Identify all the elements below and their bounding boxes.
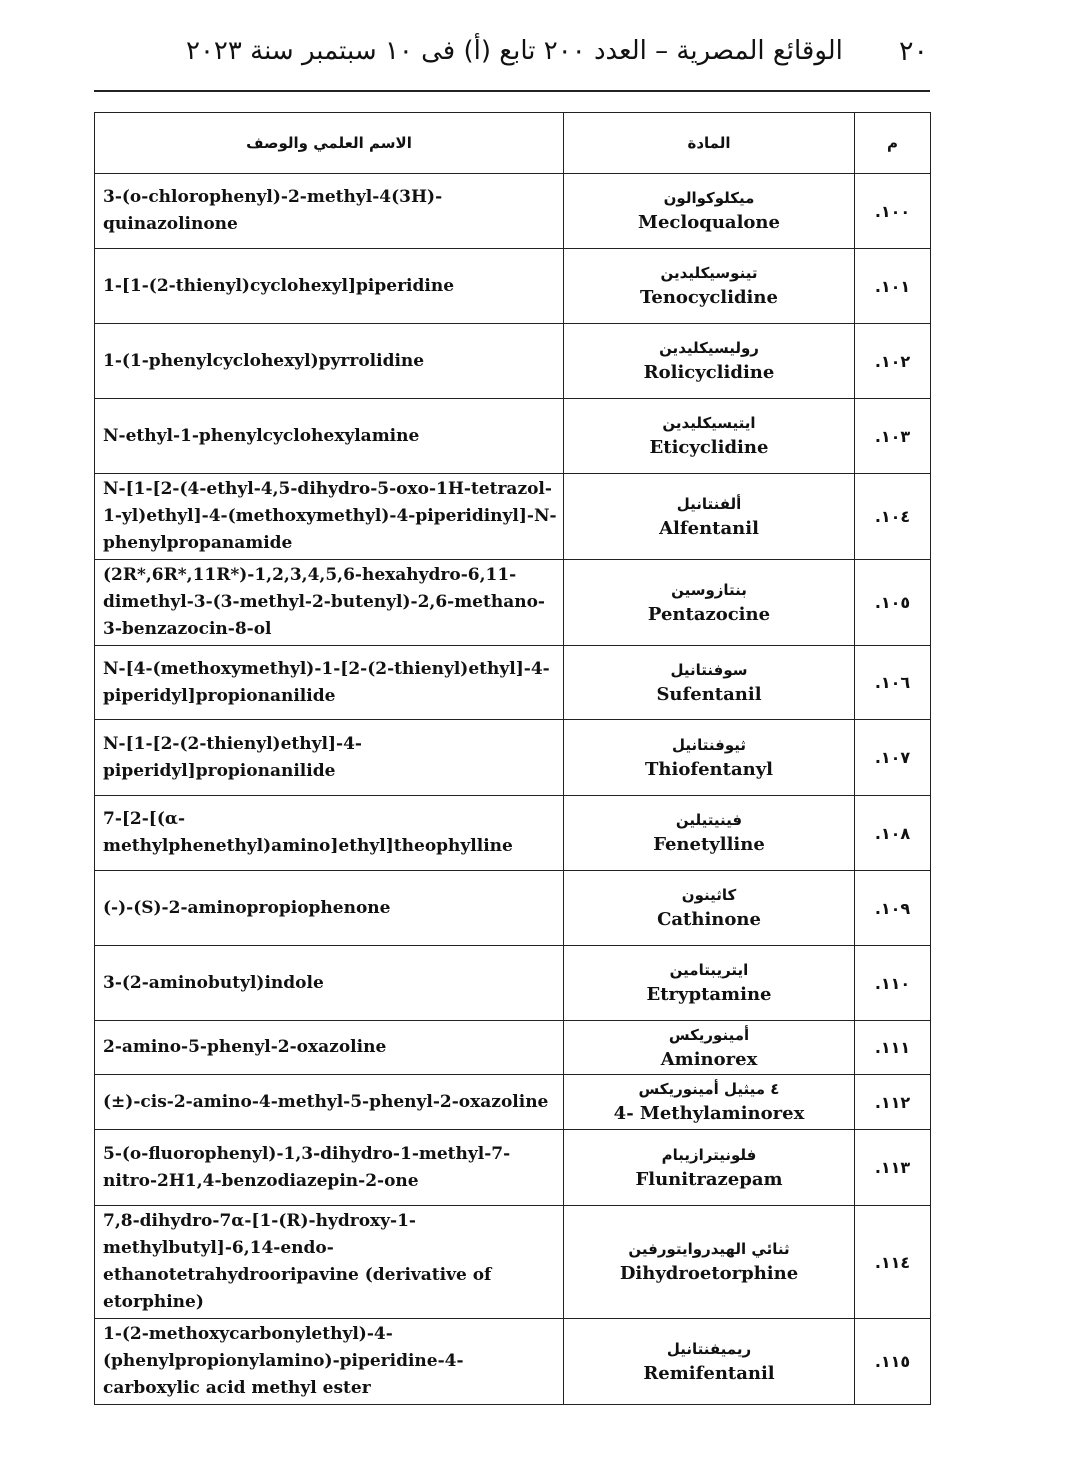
substance-arabic-name: ميكلوكوالون [663,189,755,207]
row-number: ١٠٠. [855,174,931,249]
substance-english-name: 4- Methylaminorex [613,1103,805,1124]
row-number: ١٠٧. [855,720,931,796]
substance-english-name: Pentazocine [647,603,771,625]
table-row [95,946,931,1021]
substance-cell [564,474,855,560]
substance-cell [564,646,855,720]
substance-arabic-name: ٤ ميثيل أمينوريكس [638,1080,780,1098]
substance-arabic-name: سوفنتانيل [670,660,748,679]
table-row [95,720,931,796]
scientific-description: 1-[1-(2-thienyl)cyclohexyl]piperidine [95,249,564,324]
scientific-description: 3-(2-aminobutyl)indole [95,946,564,1021]
table-row [95,646,931,720]
substance-english-name: Sufentanil [656,683,762,705]
page-number: ٢٠ [898,36,928,67]
table-row [95,796,931,871]
table-header-row [95,113,931,174]
table-row [95,474,931,560]
column-header-description: الاسم العلمي والوصف [95,113,564,174]
substance-cell [564,1206,855,1319]
substance-arabic-name: بنتازوسين [671,580,747,599]
table-row [95,399,931,474]
substance-arabic-name: كاثينون [681,886,737,904]
scientific-description: 5-(o-fluorophenyl)-1,3-dihydro-1-methyl-7-nitro-2H1,4-benzodiazepin-2-one [95,1130,564,1206]
substance-arabic-name: ريميفنتانيل [666,1339,752,1358]
substance-cell [564,324,855,399]
journal-title: الوقائع المصرية – العدد ٢٠٠ تابع (أ) فى ١٠ سبتمبر سنة ٢٠٢٣ [186,36,843,66]
substance-cell [564,1075,855,1130]
table-row [95,1075,931,1130]
substance-english-name: Rolicyclidine [643,362,775,383]
substance-english-name: Dihydroetorphine [619,1263,799,1284]
column-header-substance: المادة [564,113,855,174]
scientific-description: (2R*,6R*,11R*)-1,2,3,4,5,6-hexahydro-6,11-dimethyl-3-(3-methyl-2-butenyl)-2,6-methano-3-benzazocin-8-ol [95,560,564,646]
row-number: ١١١. [855,1021,931,1075]
substance-arabic-name: ايتريبتامين [669,961,749,979]
scientific-description: 7-[2-[(α-methylphenethyl)amino]ethyl]theophylline [95,796,564,871]
substance-cell [564,399,855,474]
row-number: ١١٤. [855,1206,931,1319]
substance-english-name: Cathinone [657,909,761,930]
page-header [94,30,930,92]
table-row [95,1319,931,1405]
substance-english-name: Fenetylline [653,834,765,855]
scientific-description: 3-(o-chlorophenyl)-2-methyl-4(3H)-quinazolinone [95,174,564,249]
substance-arabic-name: فلونيترازيبام [661,1145,757,1164]
row-number: ١١٣. [855,1130,931,1206]
row-number: ١٠٨. [855,796,931,871]
substance-cell [564,1319,855,1405]
substance-cell [564,720,855,796]
table-row [95,1130,931,1206]
scientific-description: N-[4-(methoxymethyl)-1-[2-(2-thienyl)ethyl]-4-piperidyl]propionanilide [95,646,564,720]
substance-cell [564,1021,855,1075]
substance-english-name: Aminorex [660,1048,758,1070]
table-body [95,174,931,1405]
scientific-description: 7,8-dihydro-7α-[1-(R)-hydroxy-1-methylbutyl]-6,14-endo-ethanotetrahydrooripavine (derivative of etorphine) [95,1206,564,1319]
row-number: ١١٥. [855,1319,931,1405]
table-row [95,324,931,399]
scientific-description: (±)-cis-2-amino-4-methyl-5-phenyl-2-oxazoline [95,1075,564,1130]
substance-english-name: Remifentanil [643,1362,775,1384]
scientific-description: N-ethyl-1-phenylcyclohexylamine [95,399,564,474]
scientific-description: 1-(1-phenylcyclohexyl)pyrrolidine [95,324,564,399]
substance-arabic-name: ألفنتانيل [676,494,742,513]
substance-arabic-name: ثنائي الهيدروايتورفين [628,1240,790,1258]
column-header-number: م [855,113,931,174]
substance-cell [564,560,855,646]
row-number: ١٠٦. [855,646,931,720]
substance-english-name: Etryptamine [646,984,772,1005]
substance-arabic-name: تينوسيكليدين [660,264,758,282]
row-number: ١١٠. [855,946,931,1021]
scientific-description: 1-(2-methoxycarbonylethyl)-4-(phenylpropionylamino)-piperidine-4-carboxylic acid methyl ester [95,1319,564,1405]
scientific-description: (-)-(S)-2-aminopropiophenone [95,871,564,946]
scientific-description: 2-amino-5-phenyl-2-oxazoline [95,1021,564,1075]
substance-english-name: Alfentanil [659,517,759,539]
scientific-description: N-[1-[2-(4-ethyl-4,5-dihydro-5-oxo-1H-tetrazol-1-yl)ethyl]-4-(methoxymethyl)-4-piperidinyl]-N-phenylpropanamide [95,474,564,560]
table-row [95,560,931,646]
table-row [95,249,931,324]
table-row [95,871,931,946]
substance-cell [564,1130,855,1206]
substance-english-name: Flunitrazepam [635,1168,783,1190]
substance-cell [564,946,855,1021]
substance-english-name: Mecloqualone [638,212,780,233]
row-number: ١٠٤. [855,474,931,560]
substance-arabic-name: أمينوريكس [668,1025,750,1044]
substance-cell [564,249,855,324]
row-number: ١٠٢. [855,324,931,399]
substance-arabic-name: ثيوفنتانيل [671,735,746,754]
scientific-description: N-[1-[2-(2-thienyl)ethyl]-4-piperidyl]propionanilide [95,720,564,796]
substance-arabic-name: روليسيكليدين [659,339,759,357]
substance-english-name: Thiofentanyl [645,758,773,780]
table-row [95,174,931,249]
substances-table [94,112,931,1405]
substance-english-name: Eticyclidine [649,437,769,458]
row-number: ١٠٣. [855,399,931,474]
substance-english-name: Tenocyclidine [640,287,778,308]
table-row [95,1206,931,1319]
substance-arabic-name: فينيتيلين [675,811,743,829]
substance-cell [564,871,855,946]
row-number: ١١٢. [855,1075,931,1130]
substance-arabic-name: ايتيسيكليدين [662,414,756,432]
row-number: ١٠١. [855,249,931,324]
substance-cell [564,174,855,249]
substance-cell [564,796,855,871]
row-number: ١٠٥. [855,560,931,646]
table-row [95,1021,931,1075]
row-number: ١٠٩. [855,871,931,946]
